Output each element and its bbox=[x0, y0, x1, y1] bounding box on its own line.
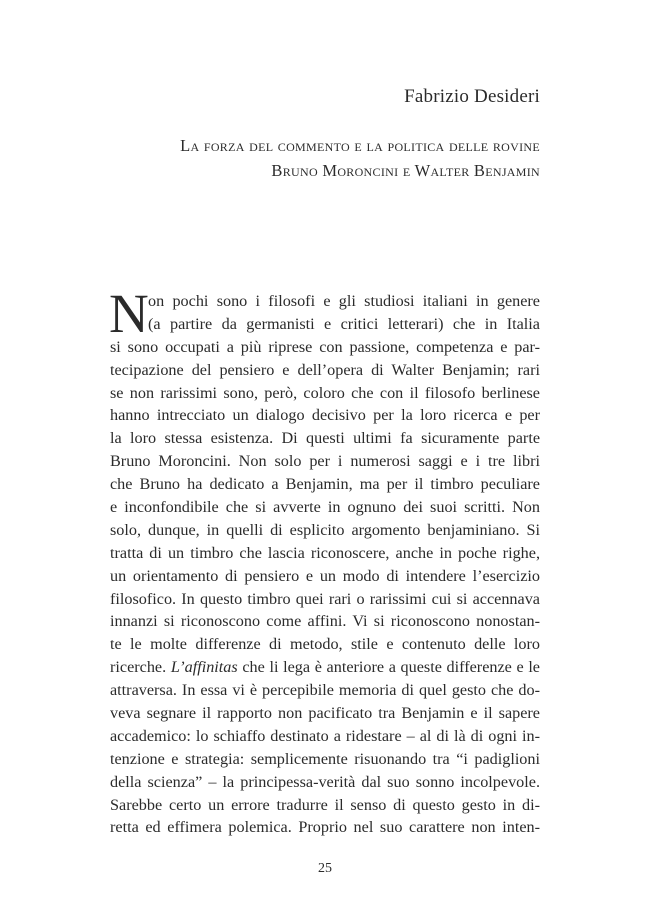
italic-term: L’affinitas bbox=[170, 658, 238, 677]
author-name: Fabrizio Desideri bbox=[404, 86, 540, 107]
text-line-with-italic bbox=[110, 656, 540, 679]
text-line: la loro stessa esistenza. Di questi ultimi fa sicuramente parte bbox=[110, 429, 540, 448]
page-number: 25 bbox=[318, 861, 332, 876]
text-line: accademico: lo schiaffo destinato a ridestare – al di là di ogni in- bbox=[110, 726, 540, 745]
text-line: filosofico. In questo timbro quei rari o rarissimi cui si accennava bbox=[110, 589, 540, 608]
text-line: on pochi sono i filosofi e gli studiosi italiani in genere bbox=[148, 292, 540, 310]
text-line: che Bruno ha dedicato a Benjamin, ma per il timbro peculiare bbox=[110, 475, 540, 494]
text-line: della scienza” – la principessa-verità dal suo sonno incolpevole. bbox=[110, 772, 540, 791]
drop-cap: N bbox=[109, 283, 149, 344]
chapter-title-line-2: Bruno Moroncini e Walter Benjamin bbox=[271, 161, 540, 180]
text-line: se non rarissimi sono, però, coloro che con il filosofo berlinese bbox=[110, 383, 540, 402]
text-line: attraversa. In essa vi è percepibile memoria di quel gesto che do- bbox=[110, 681, 540, 700]
text-line: innanzi si riconoscono come affini. Vi si riconoscono nonostan- bbox=[110, 612, 540, 631]
body-text bbox=[109, 283, 540, 839]
text-line: solo, dunque, in quelli di esplicito argomento benjaminiano. Si bbox=[110, 520, 540, 539]
text-line: veva segnare il rapporto non pacificato tra Benjamin e il sapere bbox=[110, 704, 540, 723]
chapter-title-line-1: La forza del commento e la politica delle rovine bbox=[180, 136, 540, 155]
text-line: (a partire da germanisti e critici letterari) che in Italia bbox=[148, 314, 540, 333]
text-line: retta ed effimera polemica. Proprio nel suo carattere non inten- bbox=[110, 818, 540, 837]
text-line: hanno intrecciato un dialogo decisivo per la loro ricerca e per bbox=[110, 406, 540, 425]
text-line: un orientamento di pensiero e un modo di intendere l’esercizio bbox=[110, 566, 540, 585]
text-line: e inconfondibile che si avverte in ognuno dei suoi scritti. Non bbox=[110, 498, 540, 517]
text-line: si sono occupati a più riprese con passione, competenza e par- bbox=[110, 337, 540, 356]
text-line: tratta di un timbro che lascia riconoscere, anche in poche righe, bbox=[110, 543, 540, 562]
opening-paragraph bbox=[109, 283, 540, 344]
text-fragment: che li lega è anteriore a queste differenze e le bbox=[237, 658, 540, 677]
text-fragment: ricerche. bbox=[110, 658, 167, 677]
chapter-title bbox=[180, 133, 540, 183]
text-line: Sarebbe certo un errore tradurre il senso di questo gesto in di- bbox=[110, 795, 540, 814]
text-line: te le molte differenze di metodo, stile e contenuto delle loro bbox=[110, 635, 540, 654]
text-line: tecipazione del pensiero e dell’opera di Walter Benjamin; rari bbox=[110, 360, 540, 379]
text-line: tenzione e strategia: semplicemente risuonando tra “i padiglioni bbox=[110, 749, 540, 768]
text-line: Bruno Moroncini. Non solo per i numerosi saggi e i tre libri bbox=[110, 452, 540, 471]
